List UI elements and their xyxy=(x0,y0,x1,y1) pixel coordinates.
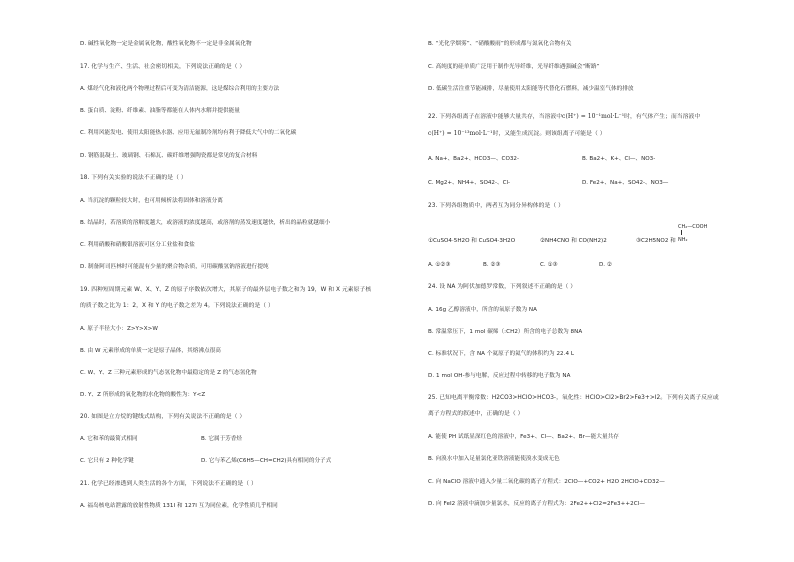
q25-stem-line1: 25. 已知电离平衡常数：H2CO3>HClO>HCO3-，氧化性：HClO>Cl2>Br2>Fe3+>I2。下列有关离子反应或 xyxy=(428,395,719,401)
q24-stem: 24. 设 NA 为阿伏加德罗常数，下列叙述不正确的是（ ） xyxy=(428,284,577,290)
q22-option-d: D. Fe2+、Na+、SO42-、NO3— xyxy=(582,180,669,186)
glycine-bond-line xyxy=(678,230,707,237)
q23-item-1: ①CuSO4·5H2O 和 CuSO4·3H2O xyxy=(428,238,516,244)
q17-option-c: C. 利用风能发电、使用太阳能热水器、应用无氟制冷剂均有利于降低大气中的二氧化碳 xyxy=(80,130,297,136)
q24-option-b: B. 常温常压下，1 mol 碳烯（:CH2）所含的电子总数为 8NA xyxy=(428,329,583,335)
q23-item-2: ②NH4CNO 和 CO(NH2)2 xyxy=(540,238,607,244)
q16-option-d: D. 碱性氧化物一定是金属氧化物，酸性氧化物不一定是非金属氧化物 xyxy=(80,41,252,47)
q25-stem-line2: 离子方程式的叙述中，正确的是（ ） xyxy=(428,411,524,417)
q24-option-d: D. 1 mol OH-参与电解，反应过程中转移的电子数为 NA xyxy=(428,373,571,379)
q20-option-c: C. 它只有 2 种化学键 xyxy=(80,458,134,464)
q17-option-b: B. 蛋白质、淀粉、纤维素、油脂等都能在人体内水解并提供能量 xyxy=(80,108,240,114)
q17-stem: 17. 化学与生产、生活、社会密切相关，下列说法正确的是（ ） xyxy=(80,64,246,70)
q23-item-3: ③C2H5NO2 和 xyxy=(636,238,676,244)
q19-option-b: B. 由 W 元素形成的单质一定是原子晶体，其熔沸点很高 xyxy=(80,348,221,354)
q22-option-a: A. Na+、Ba2+、HCO3—、CO32- xyxy=(428,156,519,162)
q22-stem-line2 xyxy=(428,130,606,138)
q18-option-c: C. 利用硝酸和硝酸银溶液可区分工业盐和食盐 xyxy=(80,242,195,248)
q23-stem: 23. 下列各组物质中，两者互为同分异构体的是（ ） xyxy=(428,203,564,209)
q22-stem-middle: 时，有气体产生；而当溶液中 xyxy=(624,114,701,120)
glycine-structure xyxy=(678,224,707,243)
q22-option-c: C. Mg2+、NH4+、SO42-、Cl- xyxy=(428,180,511,186)
q20-option-b: B. 它属于芳香烃 xyxy=(201,436,242,442)
q25-option-b: B. 向溴水中加入足量氯化亚铁溶液能使溴水变成无色 xyxy=(428,456,560,462)
q22-stem-line1 xyxy=(428,113,700,121)
right-column xyxy=(428,0,788,562)
q21-option-a: A. 福岛核电站泄露的放射性物质 131I 和 127I 互为同位素，化学性质几乎相同 xyxy=(80,503,278,509)
q19-stem-line2: 的质子数之比为 1：2，X 和 Y 的电子数之差为 4。下列说法正确的是（ ） xyxy=(80,303,274,309)
q25-option-d: D. 向 FeI2 溶液中滴加少量氯水，反应的离子方程式为：2Fe2++Cl2=2Fe3++2Cl— xyxy=(428,501,645,507)
q22-stem-suffix: 时，又能生成沉淀。则该组离子可能是（ ） xyxy=(492,131,606,137)
q21-option-d: D. 低碳生活注重节能减排，尽量使用太阳能等代替化石燃料，减少温室气体的排放 xyxy=(428,86,634,92)
q24-option-a: A. 16g 乙醇溶液中，所含的氧原子数为 NA xyxy=(428,307,538,313)
q23-option-d: D. ② xyxy=(599,262,612,268)
q17-option-a: A. 煤经气化和液化两个物理过程后可变为清洁能源，这是煤综合利用的主要方法 xyxy=(80,86,280,92)
q18-option-a: A. 当沉淀的颗粒较大时，也可用倾析法将固体和溶液分离 xyxy=(80,198,223,204)
q19-option-a: A. 原子半径大小：Z>Y>X>W xyxy=(80,326,158,332)
q25-option-c: C. 向 NaClO 溶液中通入少量二氧化碳的离子方程式：2ClO—+CO2+ H2O 2HClO+CO32— xyxy=(428,479,665,485)
q24-option-c: C. 标准状况下，含 NA 个氦原子的氦气的体积约为 22.4 L xyxy=(428,351,575,357)
q20-stem: 20. 如图是立方烷的键线式结构，下列有关说法不正确的是（ ） xyxy=(80,414,246,420)
q20-option-d: D. 它与苯乙烯(C6H5—CH=CH2)具有相同的分子式 xyxy=(201,458,332,464)
q23-option-a: A. ①②③ xyxy=(428,262,451,268)
q23-option-b: B. ②③ xyxy=(483,262,501,268)
glycine-structure-bottom: NH₂ xyxy=(678,237,688,243)
q18-stem: 18. 下列有关实验的说法不正确的是（ ） xyxy=(80,175,187,181)
q22-concentration-2: c(H⁺) = 10⁻¹³mol·L⁻¹ xyxy=(428,130,493,137)
q25-option-a: A. 能使 PH 试纸显深红色的溶液中，Fe3+、Cl—、Ba2+、Br—能大量共存 xyxy=(428,434,619,440)
q23-option-c: C. ①③ xyxy=(540,262,558,268)
glycine-structure-top: CH₂—COOH xyxy=(678,224,708,230)
q22-stem-prefix: 22. 下列各组离子在溶液中能够大量共存，当溶液中 xyxy=(428,114,563,120)
q19-option-d: D. Y、Z 所形成的氧化物的水化物的酸性为：Y<Z xyxy=(80,392,206,398)
left-column xyxy=(80,0,440,562)
q17-option-d: D. 钢筋混凝土、玻璃钢、石棉瓦、碳纤维增强陶瓷都是常见的复合材料 xyxy=(80,153,258,159)
q19-option-c: C. W、Y、Z 三种元素形成的气态氢化物中最稳定的是 Z 的气态氢化物 xyxy=(80,370,257,376)
q21-stem: 21. 化学已经渗透到人类生活的各个方面，下列说法不正确的是（ ） xyxy=(80,481,257,487)
q21-option-b: B. “光化学烟雾”、“硝酸酸雨”的形成都与氮氧化合物有关 xyxy=(428,41,572,47)
q19-stem-line1: 19. 四种短周期元素 W、X、Y、Z 的原子序数依次增大，其原子的最外层电子数之和为 19，W 和 X 元素原子核 xyxy=(80,287,372,293)
q20-option-a: A. 它和苯的最简式相同 xyxy=(80,436,138,442)
q22-concentration-1: c(H⁺) = 10⁻¹mol·L⁻¹ xyxy=(562,113,625,120)
q18-option-b: B. 结晶时，若溶质的溶解度越大，或溶液的浓度越高，或溶剂的蒸发速度越快，析出的晶粒就越细小 xyxy=(80,220,331,226)
q22-option-b: B. Ba2+、K+、Cl—、NO3- xyxy=(582,156,656,162)
q21-option-c: C. 高纯度的硅单质广泛用于制作光导纤维，光导纤维遇强碱会“断路” xyxy=(428,64,600,70)
q18-option-d: D. 制备阿司匹林时可能混有少量的聚合物杂质，可用碳酸氢钠溶液进行提纯 xyxy=(80,264,269,270)
